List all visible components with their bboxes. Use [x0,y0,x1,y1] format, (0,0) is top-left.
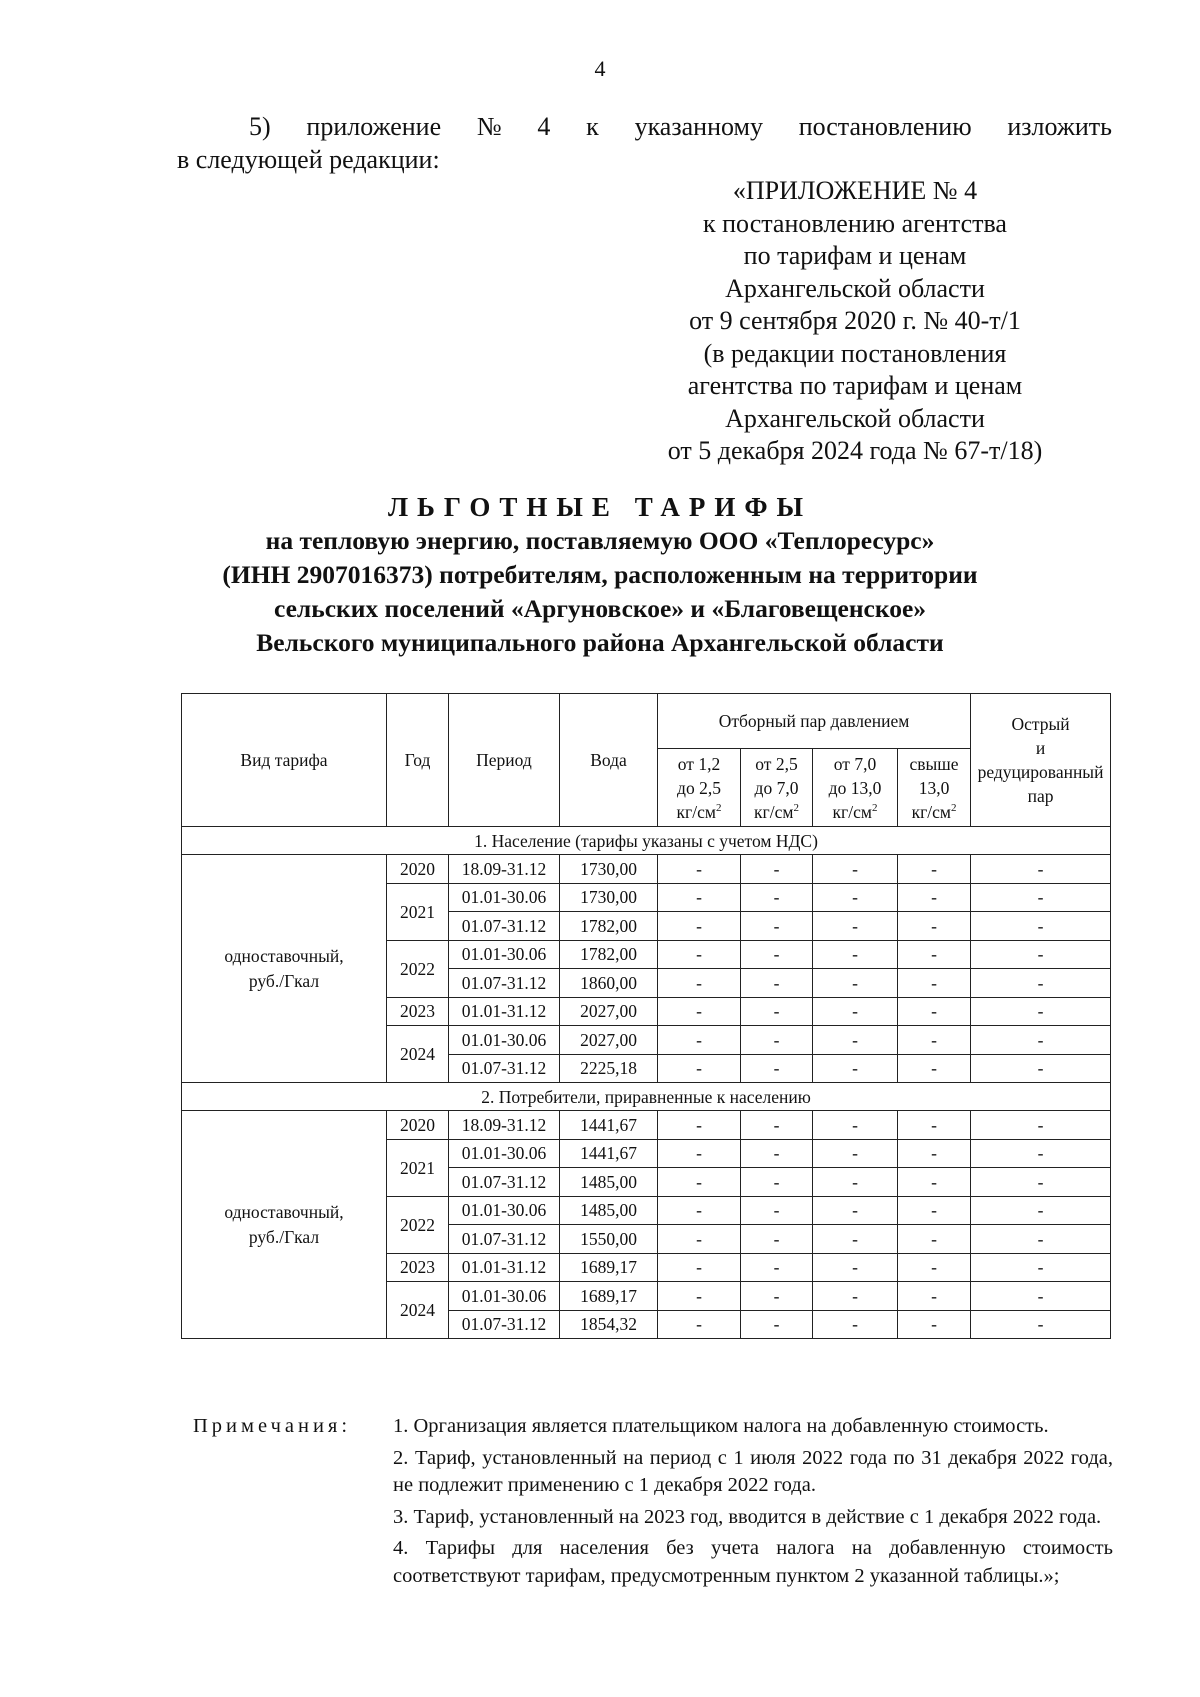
steam-col-unit [898,800,970,824]
period-cell: 01.07-31.12 [449,912,560,941]
empty-value-cell: - [971,1253,1111,1282]
steam-col-line: до 2,5 [677,777,721,798]
period-cell: 01.01-30.06 [449,1282,560,1311]
empty-value-cell: - [813,1282,898,1311]
water-cell: 1730,00 [560,883,658,912]
header-steam-col [813,749,898,827]
tariff-kind [182,1111,387,1339]
title-line: на тепловую энергию, поставляемую ООО «Теплоресурс» [265,526,935,555]
empty-value-cell: - [971,1168,1111,1197]
empty-value-cell: - [971,969,1111,998]
intro-word: изложить [1007,112,1112,141]
year-cell: 2020 [387,1111,449,1140]
header-steam-col [658,749,741,827]
empty-value-cell: - [658,1225,741,1254]
header-sharp-line: пар [1027,786,1054,806]
year-cell: 2022 [387,940,449,997]
section-row [182,827,1111,855]
empty-value-cell: - [741,1282,813,1311]
empty-value-cell: - [813,1054,898,1083]
empty-value-cell: - [813,1225,898,1254]
period-cell: 01.01-30.06 [449,883,560,912]
intro-word: указанному [634,112,763,141]
empty-value-cell: - [971,997,1111,1026]
empty-value-cell: - [741,1168,813,1197]
empty-value-cell: - [813,1253,898,1282]
empty-value-cell: - [658,1282,741,1311]
empty-value-cell: - [741,1026,813,1055]
appendix-line: Архангельской области [725,403,985,433]
appendix-line: агентства по тарифам и ценам [687,371,1023,400]
appendix-line: Архангельской области [725,273,985,303]
appendix-line: от 9 сентября 2020 г. № 40-т/1 [689,306,1021,335]
unit-superscript: 2 [871,801,878,814]
empty-value-cell: - [898,1026,971,1055]
table-body [182,827,1111,1339]
steam-col-line: от 1,2 [677,753,721,774]
empty-value-cell: - [813,1111,898,1140]
period-cell: 01.07-31.12 [449,969,560,998]
empty-value-cell: - [658,1026,741,1055]
empty-value-cell: - [898,969,971,998]
intro-word: приложение [306,112,442,141]
empty-value-cell: - [813,912,898,941]
section-title: 1. Население (тарифы указаны с учетом НДС) [182,827,1111,855]
period-cell: 01.01-30.06 [449,1196,560,1225]
empty-value-cell: - [658,969,741,998]
water-cell: 1441,67 [560,1111,658,1140]
section-row [182,1083,1111,1111]
steam-col-unit [658,800,740,824]
notes-list [393,1413,1113,1594]
steam-col-line: свыше [909,753,959,774]
empty-value-cell: - [898,1310,971,1339]
header-year: Год [387,694,449,827]
empty-value-cell: - [898,1139,971,1168]
empty-value-cell: - [741,997,813,1026]
steam-col-unit [813,800,897,824]
empty-value-cell: - [813,969,898,998]
header-sharp-line: и [1035,738,1046,758]
table-header [182,694,1111,827]
empty-value-cell: - [741,1310,813,1339]
empty-value-cell: - [971,1310,1111,1339]
tariff-kind-line: руб./Гкал [248,1226,320,1247]
section-title: 2. Потребители, приравненные к населению [182,1083,1111,1111]
water-cell: 1485,00 [560,1168,658,1197]
empty-value-cell: - [658,912,741,941]
water-cell: 1860,00 [560,969,658,998]
empty-value-cell: - [813,1139,898,1168]
unit-superscript: 2 [715,801,722,814]
unit-superscript: 2 [950,801,957,814]
empty-value-cell: - [898,883,971,912]
year-cell: 2024 [387,1026,449,1083]
intro-word: постановлению [798,112,972,141]
empty-value-cell: - [658,1054,741,1083]
empty-value-cell: - [898,940,971,969]
table-row [182,855,1111,884]
header-steam-col [741,749,813,827]
year-cell: 2021 [387,883,449,940]
tariff-kind [182,855,387,1083]
intro-paragraph [177,110,1112,176]
empty-value-cell: - [971,940,1111,969]
steam-col-line: 13,0 [918,777,950,798]
year-cell: 2024 [387,1282,449,1339]
empty-value-cell: - [971,1225,1111,1254]
period-cell: 01.01-30.06 [449,940,560,969]
empty-value-cell: - [898,1168,971,1197]
empty-value-cell: - [658,1196,741,1225]
empty-value-cell: - [658,1139,741,1168]
title-line: сельских поселений «Аргуновское» и «Благовещенское» [273,594,927,623]
period-cell: 01.01-31.12 [449,1253,560,1282]
page-number: 4 [594,56,606,81]
appendix-line: (в редакции постановления [703,338,1007,368]
year-cell: 2020 [387,855,449,884]
period-cell: 01.07-31.12 [449,1225,560,1254]
empty-value-cell: - [813,1310,898,1339]
empty-value-cell: - [658,997,741,1026]
title-main: ЛЬГОТНЫЕ ТАРИФЫ [387,492,813,522]
water-cell: 2225,18 [560,1054,658,1083]
period-cell: 18.09-31.12 [449,1111,560,1140]
empty-value-cell: - [898,1225,971,1254]
empty-value-cell: - [813,1168,898,1197]
notes-label: Примечания: [193,1415,352,1437]
empty-value-cell: - [741,1139,813,1168]
intro-word: к [586,112,599,141]
empty-value-cell: - [741,883,813,912]
unit-text: кг/см [676,801,716,822]
year-cell: 2023 [387,997,449,1026]
water-cell: 1730,00 [560,855,658,884]
appendix-line: «ПРИЛОЖЕНИЕ № 4 [732,176,978,205]
water-cell: 1441,67 [560,1139,658,1168]
tariff-kind-line: одноставочный, [224,1201,344,1222]
note-item: 3. Тариф, установленный на 2023 год, вводится в действие с 1 декабря 2022 года. [393,1505,1102,1528]
empty-value-cell: - [813,1196,898,1225]
steam-col-line: от 7,0 [833,753,877,774]
water-cell: 1689,17 [560,1282,658,1311]
note-item: 2. Тариф, установленный на период с 1 июля 2022 года по 31 декабря 2022 года, не подлежит применению с 1 декабря 2022 года. [393,1446,1113,1496]
empty-value-cell: - [898,1253,971,1282]
empty-value-cell: - [971,1196,1111,1225]
year-cell: 2022 [387,1196,449,1253]
appendix-line: по тарифам и ценам [743,241,967,270]
appendix-header [620,175,1090,468]
empty-value-cell: - [741,1225,813,1254]
appendix-line: от 5 декабря 2024 года № 67-т/18) [667,436,1043,465]
empty-value-cell: - [658,883,741,912]
header-sharp-line: редуцированный [977,762,1104,782]
period-cell: 01.07-31.12 [449,1310,560,1339]
empty-value-cell: - [971,1139,1111,1168]
title-line: (ИНН 2907016373) потребителям, расположенным на территории [222,560,978,589]
empty-value-cell: - [741,1111,813,1140]
water-cell: 1854,32 [560,1310,658,1339]
empty-value-cell: - [971,1054,1111,1083]
intro-word: № [476,112,502,141]
empty-value-cell: - [741,940,813,969]
empty-value-cell: - [658,1253,741,1282]
header-kind: Вид тарифа [182,694,387,827]
empty-value-cell: - [898,1196,971,1225]
tariff-kind-line: руб./Гкал [248,970,320,991]
empty-value-cell: - [971,1282,1111,1311]
document-title [130,490,1070,660]
year-cell: 2023 [387,1253,449,1282]
empty-value-cell: - [658,940,741,969]
empty-value-cell: - [658,1310,741,1339]
empty-value-cell: - [741,1054,813,1083]
empty-value-cell: - [813,883,898,912]
empty-value-cell: - [813,997,898,1026]
empty-value-cell: - [971,1111,1111,1140]
empty-value-cell: - [658,1168,741,1197]
header-water: Вода [560,694,658,827]
empty-value-cell: - [741,855,813,884]
unit-superscript: 2 [793,801,799,814]
period-cell: 01.07-31.12 [449,1054,560,1083]
empty-value-cell: - [971,1026,1111,1055]
unit-text: кг/см [911,801,951,822]
empty-value-cell: - [741,912,813,941]
period-cell: 01.07-31.12 [449,1168,560,1197]
intro-word: 5) [249,112,271,141]
empty-value-cell: - [813,1026,898,1055]
water-cell: 1485,00 [560,1196,658,1225]
empty-value-cell: - [898,1111,971,1140]
steam-col-line: до 7,0 [754,777,799,798]
header-steam: Отборный пар давлением [658,694,971,749]
water-cell: 1689,17 [560,1253,658,1282]
unit-text: кг/см [832,801,872,822]
period-cell: 18.09-31.12 [449,855,560,884]
empty-value-cell: - [898,1282,971,1311]
period-cell: 01.01-30.06 [449,1026,560,1055]
header-steam-col [898,749,971,827]
tariff-kind-line: одноставочный, [224,945,344,966]
note-item: 4. Тарифы для населения без учета налога на добавленную стоимость соответствуют тарифам, предусмотренным пунктом 2 указанной таблицы.»; [393,1537,1113,1587]
title-line: Вельского муниципального района Архангельской области [256,628,944,657]
empty-value-cell: - [971,855,1111,884]
note-item: 1. Организация является плательщиком налога на добавленную стоимость. [393,1415,1049,1437]
empty-value-cell: - [741,969,813,998]
empty-value-cell: - [971,883,1111,912]
water-cell: 1550,00 [560,1225,658,1254]
water-cell: 1782,00 [560,912,658,941]
appendix-line: к постановлению агентства [703,208,1007,238]
steam-col-unit [741,800,812,824]
header-period: Период [449,694,560,827]
water-cell: 2027,00 [560,1026,658,1055]
empty-value-cell: - [971,912,1111,941]
year-cell: 2021 [387,1139,449,1196]
empty-value-cell: - [813,855,898,884]
intro-line-1 [177,110,1112,143]
empty-value-cell: - [898,855,971,884]
header-sharp-line: Острый [1011,714,1070,734]
period-cell: 01.01-30.06 [449,1139,560,1168]
intro-word: 4 [537,112,551,141]
steam-col-line: до 13,0 [828,777,882,798]
header-sharp-steam [971,694,1111,827]
empty-value-cell: - [898,912,971,941]
empty-value-cell: - [813,940,898,969]
empty-value-cell: - [658,1111,741,1140]
empty-value-cell: - [741,1196,813,1225]
water-cell: 1782,00 [560,940,658,969]
table-row [182,1111,1111,1140]
empty-value-cell: - [898,997,971,1026]
period-cell: 01.01-31.12 [449,997,560,1026]
tariff-table [181,693,1111,1339]
empty-value-cell: - [658,855,741,884]
steam-col-line: от 2,5 [755,753,798,774]
empty-value-cell: - [898,1054,971,1083]
unit-text: кг/см [754,801,794,822]
empty-value-cell: - [741,1253,813,1282]
intro-line-2: в следующей редакции: [177,145,440,174]
water-cell: 2027,00 [560,997,658,1026]
